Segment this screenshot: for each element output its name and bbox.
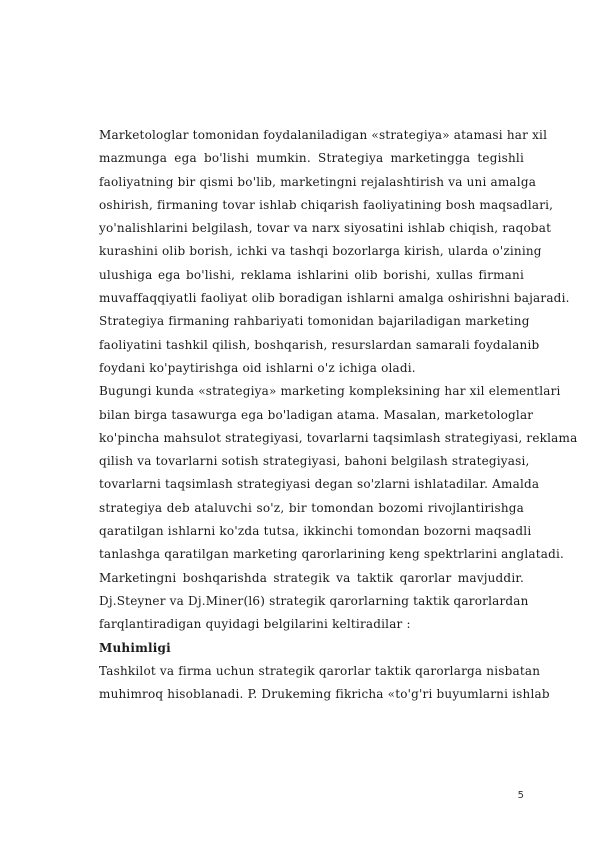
text-line: foydani ko'paytirishga oid ishlarni o'z ichiga oladi. bbox=[99, 360, 416, 375]
text-line: faoliyatini tashkil qilish, boshqarish, resurslardan samarali foydalanib bbox=[99, 337, 540, 352]
text-line: qilish va tovarlarni sotish strategiyasi, bahoni belgilash strategiyasi, bbox=[99, 454, 530, 469]
section-heading: Muhimligi bbox=[99, 640, 171, 655]
text-line: farqlantiradigan quyidagi belgilarini keltiradilar : bbox=[99, 617, 411, 632]
text-line: muhimroq hisoblanadi. P. Drukeming fikricha «to'g'ri buyumlarni ishlab bbox=[99, 687, 550, 702]
text-line: ko'pincha mahsulot strategiyasi, tovarlarni taqsimlash strategiyasi, reklama bbox=[99, 430, 578, 445]
body-text bbox=[99, 124, 578, 706]
text-line: muvaffaqqiyatli faoliyat olib boradigan ishlarni amalga oshirishni bajaradi. bbox=[99, 291, 570, 306]
text-line: Marketologlar tomonidan foydalaniladigan «strategiya» atamasi har xil bbox=[99, 128, 548, 142]
text-line: qaratilgan ishlarni ko'zda tutsa, ikkinchi tomondan bozorni maqsadli bbox=[99, 524, 532, 539]
text-line: faoliyatning bir qismi bo'lib, marketingni rejalashtirish va uni amalga bbox=[99, 174, 537, 189]
text-line: Tashkilot va firma uchun strategik qarorlar taktik qarorlarga nisbatan bbox=[99, 663, 541, 678]
text-line: tovarlarni taqsimlash strategiyasi degan so'zlarni ishlatadilar. Amalda bbox=[99, 477, 540, 492]
text-line: strategiya deb ataluvchi so'z, bir tomondan bozomi rivojlantirishga bbox=[99, 500, 524, 515]
text-line: kurashini olib borish, ichki va tashqi bozorlarga kirish, ularda o'zining bbox=[99, 244, 542, 259]
text-line: yo'nalishlarini belgilash, tovar va narx siyosatini ishlab chiqish, raqobat bbox=[99, 221, 552, 236]
text-line: Marketingni boshqarishda strategik va taktik qarorlar mavjuddir. bbox=[99, 570, 524, 585]
text-line: Dj.Steyner va Dj.Miner(l6) strategik qarorlarning taktik qarorlardan bbox=[99, 593, 529, 608]
text-line: tanlashga qaratilgan marketing qarorlarining keng spektrlarini anglatadi. bbox=[99, 547, 565, 562]
text-line: oshirish, firmaning tovar ishlab chiqarish faoliyatining bosh maqsadlari, bbox=[99, 197, 554, 212]
text-line: Bugungi kunda «strategiya» marketing kompleksining har xil elementlari bbox=[99, 384, 561, 399]
text-line: Strategiya firmaning rahbariyati tomonidan bajariladigan marketing bbox=[99, 314, 530, 329]
text-line: ulushiga ega bo'lishi, reklama ishlarini olib borishi, xullas firmani bbox=[99, 267, 524, 282]
page-number: 5 bbox=[517, 790, 524, 801]
text-line: bilan birga tasawurga ega bo'ladigan atama. Masalan, marketologlar bbox=[99, 407, 534, 422]
text-line: mazmunga ega bo'lishi mumkin. Strategiya marketingga tegishli bbox=[99, 151, 524, 166]
